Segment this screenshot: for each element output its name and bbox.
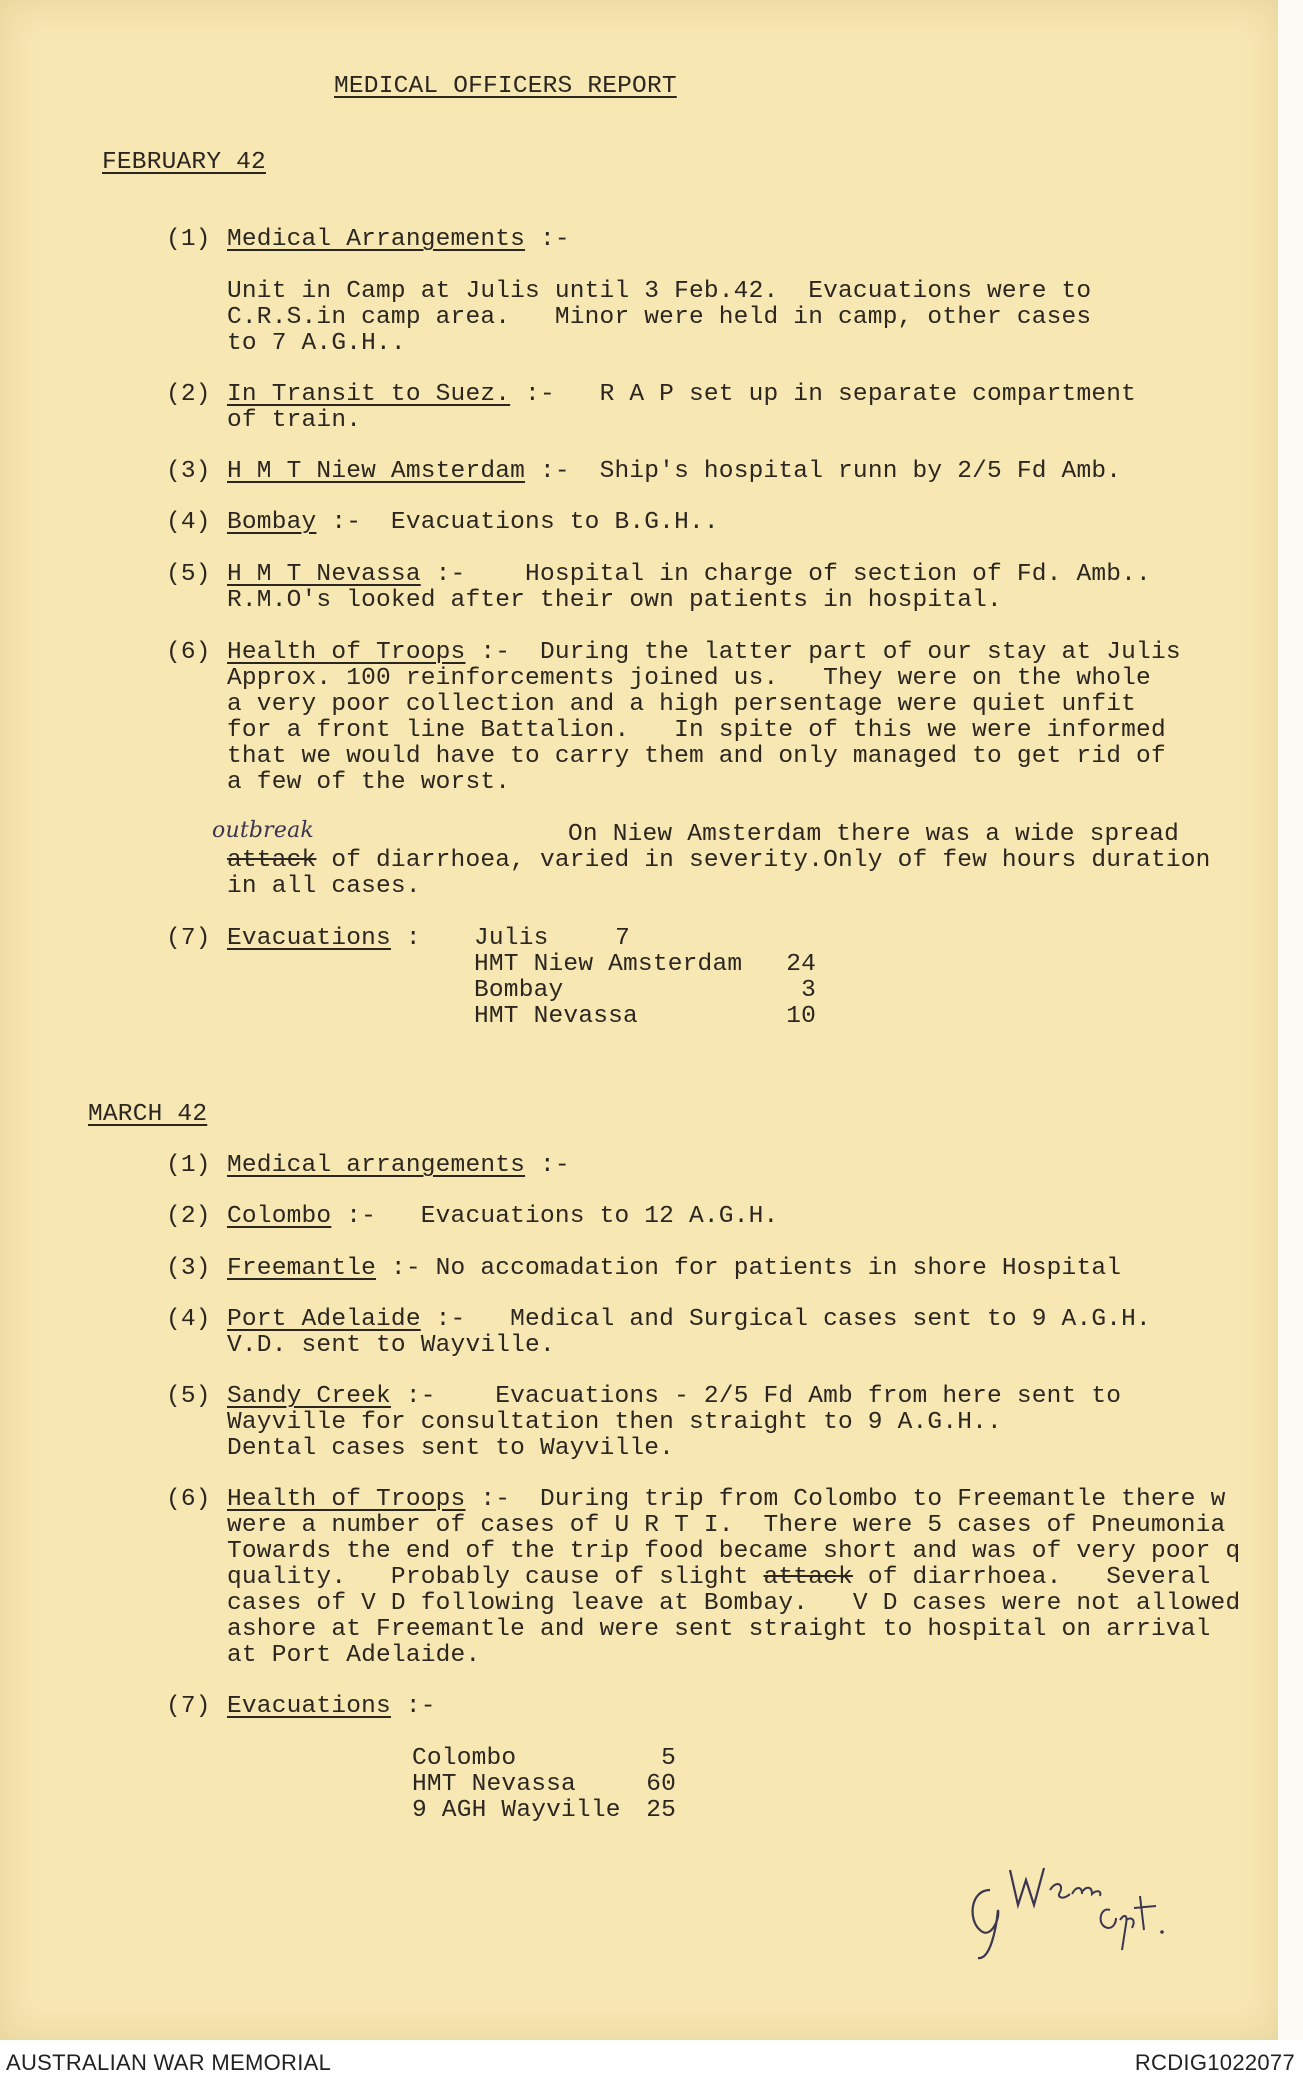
mar-item-4-text: :- Medical and Surgical cases sent to 9 A.G.H.: [420, 1306, 1151, 1333]
feb-item-5-text: :- Hospital in charge of section of Fd. Amb..: [420, 561, 1151, 588]
mar-item-5-number: (5): [166, 1383, 211, 1410]
mar-item-5: [227, 1384, 1121, 1410]
mar-item-2-text: :- Evacuations to 12 A.G.H.: [331, 1203, 779, 1230]
feb-evac-row-count: 10: [786, 1003, 816, 1030]
feb-item-1-line-3: to 7 A.G.H..: [227, 330, 406, 357]
mar-item-6-number: (6): [166, 1486, 211, 1513]
feb-item-4-number: (4): [166, 509, 211, 536]
mar-item-6-line-7: at Port Adelaide.: [227, 1642, 481, 1669]
mar-item-4-heading: Port Adelaide: [227, 1306, 421, 1333]
mar-item-6-line-4-b: of diarrhoea. Several: [852, 1564, 1211, 1591]
feb-item-5-heading: H M T Nevassa: [227, 561, 421, 588]
feb-item-3-heading: H M T Niew Amsterdam: [227, 458, 526, 485]
mar-item-7-number: (7): [166, 1693, 211, 1720]
feb-item-5-number: (5): [166, 561, 211, 588]
mar-evac-row-count: 25: [646, 1797, 676, 1824]
report-title: MEDICAL OFFICERS REPORT: [334, 73, 677, 100]
mar-item-4-line-2: V.D. sent to Wayville.: [227, 1332, 555, 1359]
feb-item-2-line-2: of train.: [227, 407, 362, 434]
feb-item-2: [227, 382, 1136, 408]
page-margin: [1278, 0, 1303, 2040]
mar-item-6-line-4-a: quality. Probably cause of slight: [227, 1564, 764, 1591]
mar-item-4-number: (4): [166, 1306, 211, 1333]
mar-item-6-heading: Health of Troops: [227, 1486, 466, 1513]
feb-item-1-line-2: C.R.S.in camp area. Minor were held in camp, other cases: [227, 304, 1092, 331]
mar-item-2: [227, 1204, 778, 1230]
signature: [960, 1850, 1190, 1970]
mar-evac-row-count: 60: [646, 1771, 676, 1798]
mar-evac-row-count: 5: [661, 1745, 676, 1772]
mar-item-5-line-3: Dental cases sent to Wayville.: [227, 1435, 675, 1462]
mar-item-6-line-2: were a number of cases of U R T I. There were 5 cases of Pneumonia: [227, 1512, 1226, 1539]
feb-item-4-text: :- Evacuations to B.G.H..: [316, 509, 719, 536]
feb-evac-row-place: Bombay: [474, 977, 564, 1004]
feb-item-1: [227, 227, 570, 253]
feb-item-7-sep: :: [390, 925, 421, 952]
mar-item-1-number: (1): [166, 1152, 211, 1179]
feb-item-1-line-1: Unit in Camp at Julis until 3 Feb.42. Evacuations were to: [227, 278, 1092, 305]
feb-item-5-line-2: R.M.O's looked after their own patients in hospital.: [227, 587, 1002, 614]
footer-archive-name: AUSTRALIAN WAR MEMORIAL: [6, 2050, 332, 2075]
feb-item-6-heading: Health of Troops: [227, 639, 466, 666]
mar-item-5-line-2: Wayville for consultation then straight to 9 A.G.H..: [227, 1409, 1002, 1436]
mar-item-1: [227, 1153, 570, 1179]
feb-item-2-heading: In Transit to Suez.: [227, 381, 511, 408]
mar-item-3-number: (3): [166, 1255, 211, 1282]
struck-word-attack: attack: [763, 1564, 853, 1591]
footer-record-id: RCDIG1022077: [1134, 2050, 1295, 2075]
feb-item-2-text: :- R A P set up in separate compartment: [510, 381, 1137, 408]
section-heading-march: MARCH 42: [88, 1101, 208, 1128]
mar-item-7: [227, 1694, 436, 1720]
section-heading-february: FEBRUARY 42: [102, 149, 266, 176]
mar-item-3-heading: Freemantle: [227, 1255, 377, 1282]
mar-item-6: [227, 1487, 1225, 1513]
feb-item-6-number: (6): [166, 639, 211, 666]
mar-evac-row-place: 9 AGH Wayville: [412, 1797, 621, 1824]
feb-item-4-heading: Bombay: [227, 509, 317, 536]
feb-item-7-number: (7): [166, 925, 211, 952]
mar-item-3: [227, 1256, 1121, 1282]
mar-item-5-heading: Sandy Creek: [227, 1383, 391, 1410]
feb-item-1-number: (1): [166, 226, 211, 253]
feb-item-6: [227, 640, 1181, 666]
feb-evac-row-count: 3: [801, 977, 816, 1004]
mar-item-4: [227, 1307, 1151, 1333]
mar-item-6-text: :- During trip from Colombo to Freemantle there w: [465, 1486, 1226, 1513]
mar-item-2-heading: Colombo: [227, 1203, 332, 1230]
feb-item-1-heading: Medical Arrangements: [227, 226, 526, 253]
mar-evac-row-place: Colombo: [412, 1745, 517, 1772]
feb-item-6-line-1: Approx. 100 reinforcements joined us. They were on the whole: [227, 665, 1151, 692]
feb-item-6-line-5: a few of the worst.: [227, 769, 511, 796]
mar-item-6-line-4: [227, 1565, 1211, 1591]
feb-item-6-para-2-line-2: [227, 848, 1211, 874]
feb-evac-row-place: HMT Nevassa: [474, 1003, 638, 1030]
feb-evac-row-place: Julis: [474, 925, 549, 952]
mar-item-2-number: (2): [166, 1203, 211, 1230]
struck-word-attack: attack: [227, 847, 317, 874]
feb-item-6-text: :- During the latter part of our stay at Julis: [465, 639, 1181, 666]
feb-item-1-sep: :-: [525, 226, 570, 253]
feb-item-6-line-3: for a front line Battalion. In spite of this we were informed: [227, 717, 1166, 744]
mar-item-6-line-3: Towards the end of the trip food became short and was of very poor q: [227, 1538, 1241, 1565]
feb-item-3-number: (3): [166, 458, 211, 485]
mar-item-1-sep: :-: [525, 1152, 570, 1179]
mar-item-3-text: :- No accomadation for patients in shore Hospital: [376, 1255, 1122, 1282]
feb-item-6-line-2: a very poor collection and a high persentage were quiet unfit: [227, 691, 1137, 718]
feb-item-6-para-2-line-3: in all cases.: [227, 873, 421, 900]
mar-item-7-heading: Evacuations: [227, 1693, 391, 1720]
mar-item-1-heading: Medical arrangements: [227, 1152, 526, 1179]
feb-item-3-text: :- Ship's hospital runn by 2/5 Fd Amb.: [525, 458, 1122, 485]
feb-item-4: [227, 510, 719, 536]
feb-item-7-heading: Evacuations: [227, 925, 391, 952]
mar-item-6-line-5: cases of V D following leave at Bombay. V D cases were not allowed: [227, 1590, 1241, 1617]
feb-item-7: [227, 926, 421, 952]
mar-evac-row-place: HMT Nevassa: [412, 1771, 576, 1798]
feb-item-6-line-4: that we would have to carry them and only managed to get rid of: [227, 743, 1166, 770]
mar-item-6-line-6: ashore at Freemantle and were sent straight to hospital on arrival: [227, 1616, 1211, 1643]
mar-item-5-text: :- Evacuations - 2/5 Fd Amb from here sent to: [390, 1383, 1122, 1410]
feb-item-6-para-2-line-1: On Niew Amsterdam there was a wide spread: [568, 821, 1179, 848]
feb-evac-row-count: 24: [786, 951, 816, 978]
feb-item-6-para-2-line-2-rest: of diarrhoea, varied in severity.Only of few hours duration: [316, 847, 1211, 874]
feb-item-5: [227, 562, 1151, 588]
handwritten-correction-outbreak: outbreak: [212, 818, 314, 843]
feb-evac-row-place: HMT Niew Amsterdam: [474, 951, 743, 978]
feb-item-3: [227, 459, 1121, 485]
mar-item-7-sep: :-: [390, 1693, 436, 1720]
feb-item-2-number: (2): [166, 381, 211, 408]
feb-evac-row-count: 7: [615, 925, 630, 952]
